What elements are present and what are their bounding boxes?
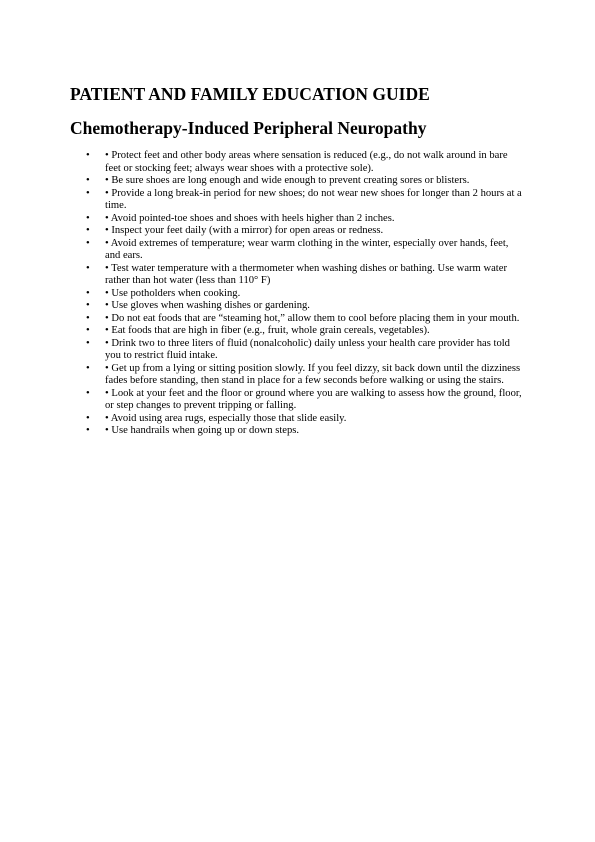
- list-item-text: • Inspect your feet daily (with a mirror) for open areas or redness.: [105, 225, 384, 236]
- bullet-marker: •: [86, 237, 90, 249]
- list-item-text: • Provide a long break-in period for new shoes; do not wear new shoes for longer than 2 hours at a time.: [105, 187, 522, 211]
- list-item-text: • Avoid pointed-toe shoes and shoes with heels higher than 2 inches.: [105, 212, 395, 224]
- list-item-text: • Use potholders when cooking.: [105, 287, 241, 299]
- bullet-marker: •: [86, 412, 90, 424]
- list-item: [0, 213, 595, 226]
- bullet-marker: •: [86, 225, 90, 236]
- list-item: [0, 313, 595, 326]
- bullet-marker: •: [86, 425, 90, 436]
- bullet-marker: •: [86, 312, 90, 324]
- document-subtitle: Chemotherapy-Induced Peripheral Neuropathy: [70, 118, 427, 138]
- bullet-marker: •: [86, 387, 90, 399]
- list-item: [0, 425, 595, 438]
- bullet-marker: •: [86, 262, 90, 274]
- list-item: [0, 363, 595, 388]
- bullet-marker: •: [86, 287, 90, 299]
- list-item-text: • Use gloves when washing dishes or gardening.: [105, 300, 310, 311]
- list-item-text: • Protect feet and other body areas where sensation is reduced (e.g., do not walk around in bare feet or stocking feet; always wear shoes with a protective sole).: [105, 150, 508, 174]
- list-item-text: • Test water temperature with a thermometer when washing dishes or bathing. Use warm water rather than hot water (less than 110° F): [105, 262, 507, 286]
- list-item: [0, 225, 595, 238]
- bullet-marker: •: [86, 300, 90, 311]
- list-item: [0, 150, 595, 175]
- bullet-marker: •: [86, 325, 90, 336]
- list-item: [0, 288, 595, 301]
- bullet-marker: •: [86, 362, 90, 374]
- list-item-text: • Be sure shoes are long enough and wide enough to prevent creating sores or blisters.: [105, 175, 470, 186]
- list-item: [0, 238, 595, 263]
- bullet-marker: •: [86, 187, 90, 199]
- list-item: [0, 338, 595, 363]
- list-item: [0, 188, 595, 213]
- list-item: [0, 325, 595, 338]
- bullet-marker: •: [86, 212, 90, 224]
- bullet-marker: •: [86, 150, 90, 161]
- list-item-text: • Get up from a lying or sitting position slowly. If you feel dizzy, sit back down until the dizziness fades before standing, then stand in place for a few seconds before walking or using the stairs.: [105, 362, 521, 386]
- list-item-text: • Look at your feet and the floor or ground where you are walking to assess how the ground, floor, or step changes to prevent tripping or falling.: [105, 387, 522, 411]
- list-item-text: • Use handrails when going up or down steps.: [105, 425, 300, 436]
- list-item-text: • Do not eat foods that are “steaming hot,” allow them to cool before placing them in your mouth.: [105, 312, 520, 324]
- bullet-marker: •: [86, 337, 90, 349]
- document-title: PATIENT AND FAMILY EDUCATION GUIDE: [70, 84, 430, 104]
- list-item-text: • Avoid using area rugs, especially those that slide easily.: [105, 412, 347, 424]
- list-item: [0, 388, 595, 413]
- list-item: [0, 300, 595, 313]
- list-item: [0, 413, 595, 426]
- list-item: [0, 175, 595, 188]
- list-item: [0, 263, 595, 288]
- list-item-text: • Avoid extremes of temperature; wear warm clothing in the winter, especially over hands, feet, and ears.: [105, 237, 509, 261]
- bullet-marker: •: [86, 175, 90, 186]
- list-item-text: • Eat foods that are high in fiber (e.g., fruit, whole grain cereals, vegetables).: [105, 325, 430, 336]
- list-item-text: • Drink two to three liters of fluid (nonalcoholic) daily unless your health care provider has told you to restrict fluid intake.: [105, 337, 510, 361]
- bullet-list: [0, 150, 595, 438]
